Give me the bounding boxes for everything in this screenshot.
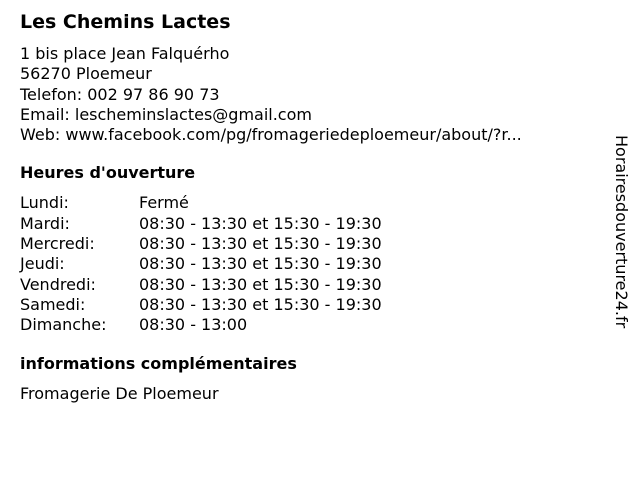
hours-time: 08:30 - 13:30 et 15:30 - 19:30: [139, 234, 382, 254]
opening-hours-table: [20, 193, 600, 335]
business-card: [20, 10, 600, 404]
additional-info-heading: informations complémentaires: [20, 353, 297, 373]
hours-day: Mardi:: [20, 213, 70, 233]
hours-time: 08:30 - 13:30 et 15:30 - 19:30: [139, 294, 382, 314]
address-city: 56270 Ploemeur: [20, 64, 152, 84]
website-link: Web: www.facebook.com/pg/fromageriedeploemeur/about/?r...: [20, 125, 522, 145]
hours-day: Dimanche:: [20, 315, 107, 335]
hours-row: [20, 295, 600, 315]
hours-day: Mercredi:: [20, 234, 95, 254]
email-address: Email: lescheminslactes@gmail.com: [20, 104, 312, 124]
business-name: Les Chemins Lactes: [20, 11, 231, 33]
hours-time: 08:30 - 13:00: [139, 315, 248, 335]
hours-row: [20, 254, 600, 274]
hours-day: Samedi:: [20, 294, 86, 314]
phone-number: Telefon: 002 97 86 90 73: [20, 84, 220, 104]
hours-row: [20, 275, 600, 295]
opening-hours-heading: Heures d'ouverture: [20, 163, 196, 183]
address-street: 1 bis place Jean Falquérho: [20, 44, 230, 63]
additional-info-text: Fromagerie De Ploemeur: [20, 383, 219, 403]
hours-time: Fermé: [139, 193, 189, 213]
hours-day: Vendredi:: [20, 274, 96, 294]
hours-day: Jeudi:: [20, 254, 65, 274]
site-watermark: [612, 135, 634, 375]
hours-row: [20, 234, 600, 254]
hours-time: 08:30 - 13:30 et 15:30 - 19:30: [139, 274, 382, 294]
contact-block: [20, 44, 600, 145]
hours-day: Lundi:: [20, 193, 69, 213]
hours-row: [20, 193, 600, 213]
hours-time: 08:30 - 13:30 et 15:30 - 19:30: [139, 254, 382, 274]
site-watermark-text: Horairesdouverture24.fr: [612, 135, 631, 329]
hours-row: [20, 315, 600, 335]
hours-time: 08:30 - 13:30 et 15:30 - 19:30: [139, 213, 382, 233]
hours-row: [20, 214, 600, 234]
